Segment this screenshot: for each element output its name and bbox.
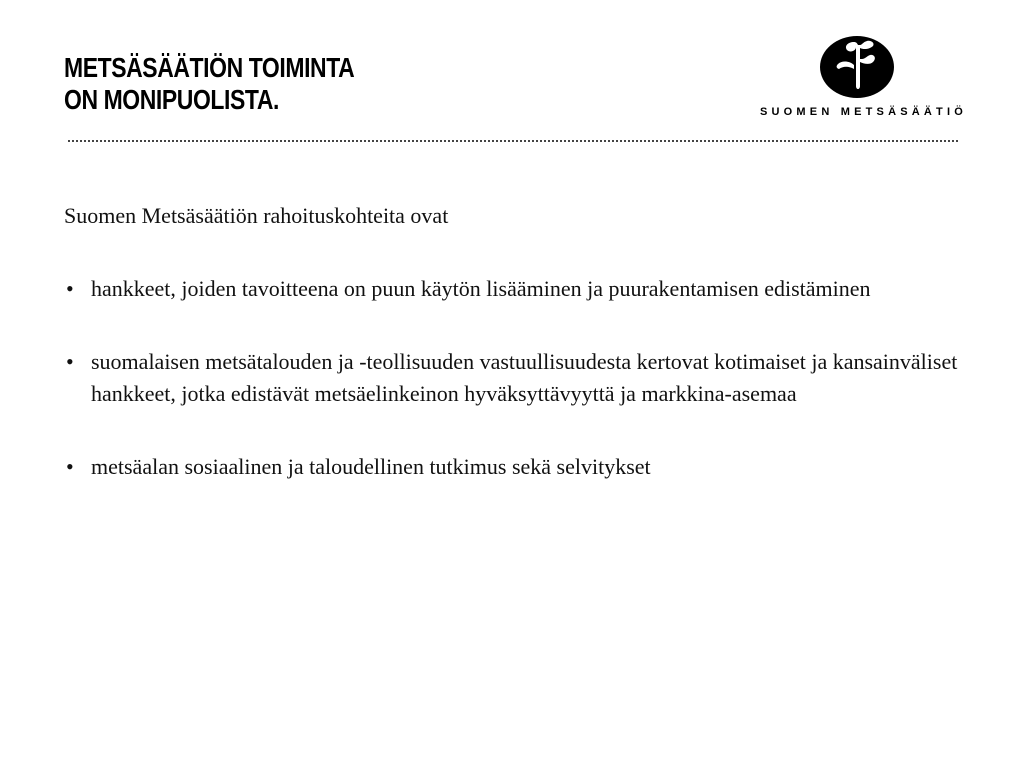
- page-title: [64, 52, 354, 116]
- slide-body: [64, 200, 964, 524]
- bullet-dot: •: [66, 276, 74, 301]
- title-divider: [68, 140, 958, 142]
- logo-text: SUOMEN METSÄSÄÄTIÖ: [760, 106, 967, 118]
- list-item-text: metsäalan sosiaalinen ja taloudellinen tutkimus sekä selvitykset: [91, 454, 651, 479]
- logo: [760, 32, 967, 124]
- bullet-dot: •: [66, 454, 74, 479]
- title-line-1: METSÄSÄÄTIÖN TOIMINTA: [64, 52, 355, 83]
- list-item: [64, 346, 964, 410]
- title-line-2: ON MONIPUOLISTA.: [64, 84, 279, 115]
- list-item: [64, 273, 964, 305]
- list-item-text: suomalaisen metsätalouden ja -teollisuuden vastuullisuudesta kertovat kotimaiset ja kansainväliset hankkeet, jotka edistävät metsäelinkeinon hyväksyttävyyttä ja markkina-asemaa: [91, 349, 958, 406]
- foundation-logo-icon: [818, 34, 896, 100]
- intro-text: Suomen Metsäsäätiön rahoituskohteita ovat: [64, 203, 449, 228]
- bullet-list: [64, 273, 964, 483]
- list-item: [64, 451, 964, 483]
- bullet-dot: •: [66, 349, 74, 374]
- list-item-text: hankkeet, joiden tavoitteena on puun käytön lisääminen ja puurakentamisen edistäminen: [91, 276, 871, 301]
